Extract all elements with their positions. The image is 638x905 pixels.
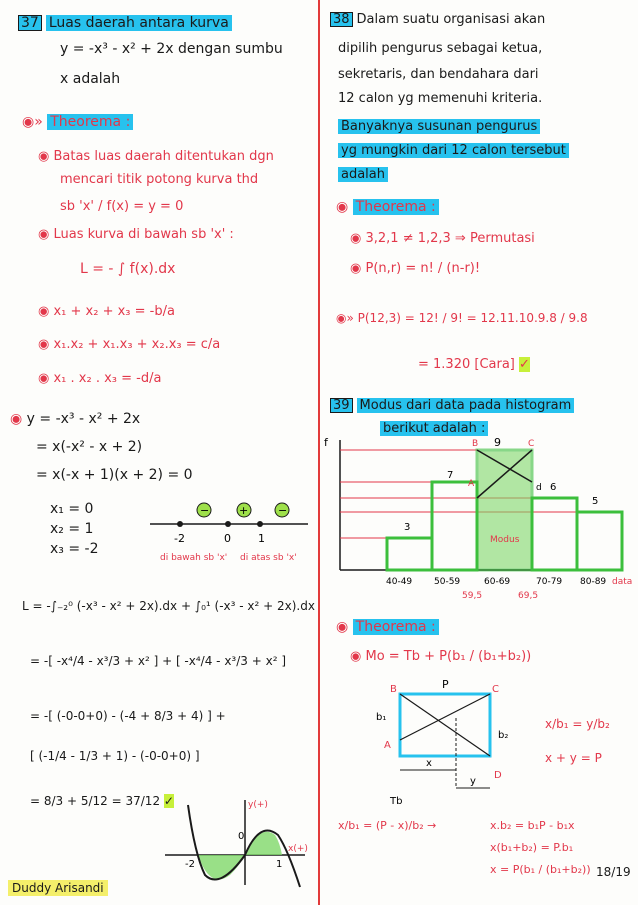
theorem-line: ◉ Luas kurva di bawah sb 'x' : [38, 227, 234, 242]
vieta-product: ◉ x₁ . x₂ . x₃ = -d/a [38, 371, 162, 386]
root-line: x₃ = -2 [50, 541, 99, 557]
svg-text:50-59: 50-59 [434, 577, 461, 587]
svg-text:70-79: 70-79 [536, 577, 563, 587]
cubic-graph [160, 795, 310, 890]
bullet-icon: ◉ [350, 649, 366, 664]
derivation-line: x/b₁ = (P - x)/b₂ → [338, 819, 437, 832]
svg-text:A: A [468, 479, 475, 489]
svg-text:y(+): y(+) [248, 800, 268, 810]
column-divider [318, 0, 320, 905]
svg-text:Tb: Tb [390, 796, 403, 807]
vieta-pair: ◉ x₁.x₂ + x₁.x₃ + x₂.x₃ = c/a [38, 337, 221, 352]
svg-text:Modus: Modus [490, 535, 520, 545]
svg-text:60-69: 60-69 [484, 577, 511, 587]
question-text-line: yg mungkin dari 12 calon tersebut [338, 144, 569, 157]
root-line: x₁ = 0 [50, 501, 94, 517]
derivation-line: x(b₁+b₂) = P.b₁ [490, 841, 574, 854]
svg-text:69,5: 69,5 [518, 591, 539, 601]
question-text-line: y = -x³ - x² + 2x dengan sumbu [60, 41, 283, 57]
svg-text:-2: -2 [185, 859, 195, 870]
svg-text:b₂: b₂ [498, 730, 509, 741]
svg-text:1: 1 [276, 859, 283, 870]
svg-text:5: 5 [592, 496, 599, 507]
ratio-line: x/b₁ = y/b₂ [545, 717, 610, 731]
svg-text:b₁: b₁ [376, 712, 387, 723]
svg-text:1: 1 [258, 532, 265, 545]
solution-line: = x(-x² - x + 2) [36, 439, 143, 455]
svg-text:data: data [612, 577, 633, 587]
bullet-icon: ◉ [336, 619, 353, 635]
integral-line: = -[ -x⁴/4 - x³/3 + x² ] + [ -x⁴/4 - x³/3 + x² ] [30, 654, 286, 668]
root-line: x₂ = 1 [50, 521, 94, 537]
svg-text:f: f [324, 436, 328, 449]
theorem-line: ◉ Batas luas daerah ditentukan dgn [38, 149, 274, 164]
bullet-icon: ◉ [38, 149, 54, 164]
theorem-line: ◉ 3,2,1 ≠ 1,2,3 ⇒ Permutasi [350, 231, 535, 246]
question-text-line: Luas daerah antara kurva [46, 15, 232, 31]
svg-text:6: 6 [550, 482, 557, 493]
svg-text:P: P [442, 678, 449, 691]
svg-text:40-49: 40-49 [386, 577, 413, 587]
bullet-icon: ◉ [38, 227, 54, 242]
permutation-work: ◉» P(12,3) = 12! / 9! = 12.11.10.9.8 / 9.8 [336, 311, 588, 325]
svg-text:+: + [239, 504, 249, 517]
svg-text:di bawah sb 'x': di bawah sb 'x' [160, 553, 228, 563]
svg-text:B: B [390, 684, 397, 695]
bullet-icon: ◉ [336, 199, 353, 215]
vieta-sum: ◉ x₁ + x₂ + x₃ = -b/a [38, 304, 175, 319]
theorem-line: mencari titik potong kurva thd [60, 172, 259, 187]
check-icon: ✓ [519, 357, 530, 372]
question-number: 39 [330, 398, 353, 413]
bullet-icon: ◉ [38, 304, 54, 319]
svg-text:9: 9 [494, 436, 501, 449]
area-formula: L = - ∫ f(x).dx [80, 261, 176, 277]
svg-text:0: 0 [238, 831, 245, 842]
theorem-heading: ◉ Theorema : [336, 620, 439, 634]
ratio-line: x + y = P [545, 751, 602, 765]
question-number: 38 [330, 12, 353, 27]
question-text-line: berikut adalah : [380, 422, 488, 435]
question-39-title: 39 Modus dari data pada histogram [330, 398, 574, 413]
solution-line: = x(-x + 1)(x + 2) = 0 [36, 467, 193, 483]
bullet-icon: ◉» [336, 311, 358, 325]
svg-text:3: 3 [404, 522, 411, 533]
page-number: 18/19 [596, 865, 631, 879]
mode-formula: ◉ Mo = Tb + P(b₁ / (b₁+b₂)) [350, 649, 532, 664]
svg-text:C: C [492, 684, 499, 695]
question-text-line: dipilih pengurus sebagai ketua, [338, 41, 543, 56]
derivation-line: x.b₂ = b₁P - b₁x [490, 819, 575, 832]
question-text-line: sekretaris, dan bendahara dari [338, 67, 539, 82]
bullet-icon: ◉ [10, 411, 27, 427]
integral-line: [ (-1/4 - 1/3 + 1) - (-0-0+0) ] [30, 749, 200, 763]
question-number: 37 [18, 15, 42, 31]
svg-text:-2: -2 [174, 532, 185, 545]
svg-text:7: 7 [447, 470, 454, 481]
bullet-icon: ◉» [22, 114, 43, 130]
check-icon: ✓ [163, 794, 174, 808]
svg-text:0: 0 [224, 532, 231, 545]
theorem-line: sb 'x' / f(x) = y = 0 [60, 199, 184, 214]
bullet-icon: ◉ [38, 371, 54, 386]
question-38-title: 38 Dalam suatu organisasi akan [330, 12, 545, 27]
question-37-title [18, 15, 232, 31]
histogram-figure [322, 430, 634, 605]
svg-text:80-89: 80-89 [580, 577, 607, 587]
final-area: = 8/3 + 5/12 = 37/12 ✓ [30, 794, 174, 808]
svg-text:−: − [278, 504, 288, 517]
answer-38: = 1.320 [Cara] ✓ [418, 357, 530, 372]
solution-line: ◉ y = -x³ - x² + 2x [10, 411, 141, 427]
svg-text:x(+): x(+) [288, 844, 308, 854]
svg-text:di atas sb 'x': di atas sb 'x' [240, 553, 297, 563]
svg-text:x: x [426, 758, 432, 769]
svg-text:D: D [494, 770, 502, 781]
theorem-heading: ◉ Theorema : [336, 200, 439, 214]
question-text-line: 12 calon yg memenuhi kriteria. [338, 91, 543, 106]
theorem-line: ◉ P(n,r) = n! / (n-r)! [350, 261, 481, 276]
bullet-icon: ◉ [38, 337, 54, 352]
svg-text:C: C [528, 439, 535, 449]
bullet-icon: ◉ [350, 231, 366, 246]
svg-text:59,5: 59,5 [462, 591, 483, 601]
svg-text:d: d [536, 483, 542, 493]
question-text-line: x adalah [60, 71, 121, 87]
svg-text:A: A [384, 740, 391, 751]
integral-line: = -[ (-0-0+0) - (-4 + 8/3 + 4) ] + [30, 709, 226, 723]
theorem-heading: ◉» Theorema : [22, 115, 133, 129]
author-name: Duddy Arisandi [8, 880, 108, 896]
question-text-line: adalah [338, 168, 388, 181]
derivation-line: x = P(b₁ / (b₁+b₂)) [490, 863, 591, 876]
sign-number-line [140, 498, 315, 578]
svg-text:B: B [472, 439, 479, 449]
svg-text:−: − [200, 504, 210, 517]
svg-text:y: y [470, 776, 476, 787]
mode-diagram [360, 678, 530, 808]
bullet-icon: ◉ [350, 261, 366, 276]
question-text-line: Banyaknya susunan pengurus [338, 120, 540, 133]
integral-line: L = -∫₋₂⁰ (-x³ - x² + 2x).dx + ∫₀¹ (-x³ - x² + 2x).dx [22, 599, 315, 613]
